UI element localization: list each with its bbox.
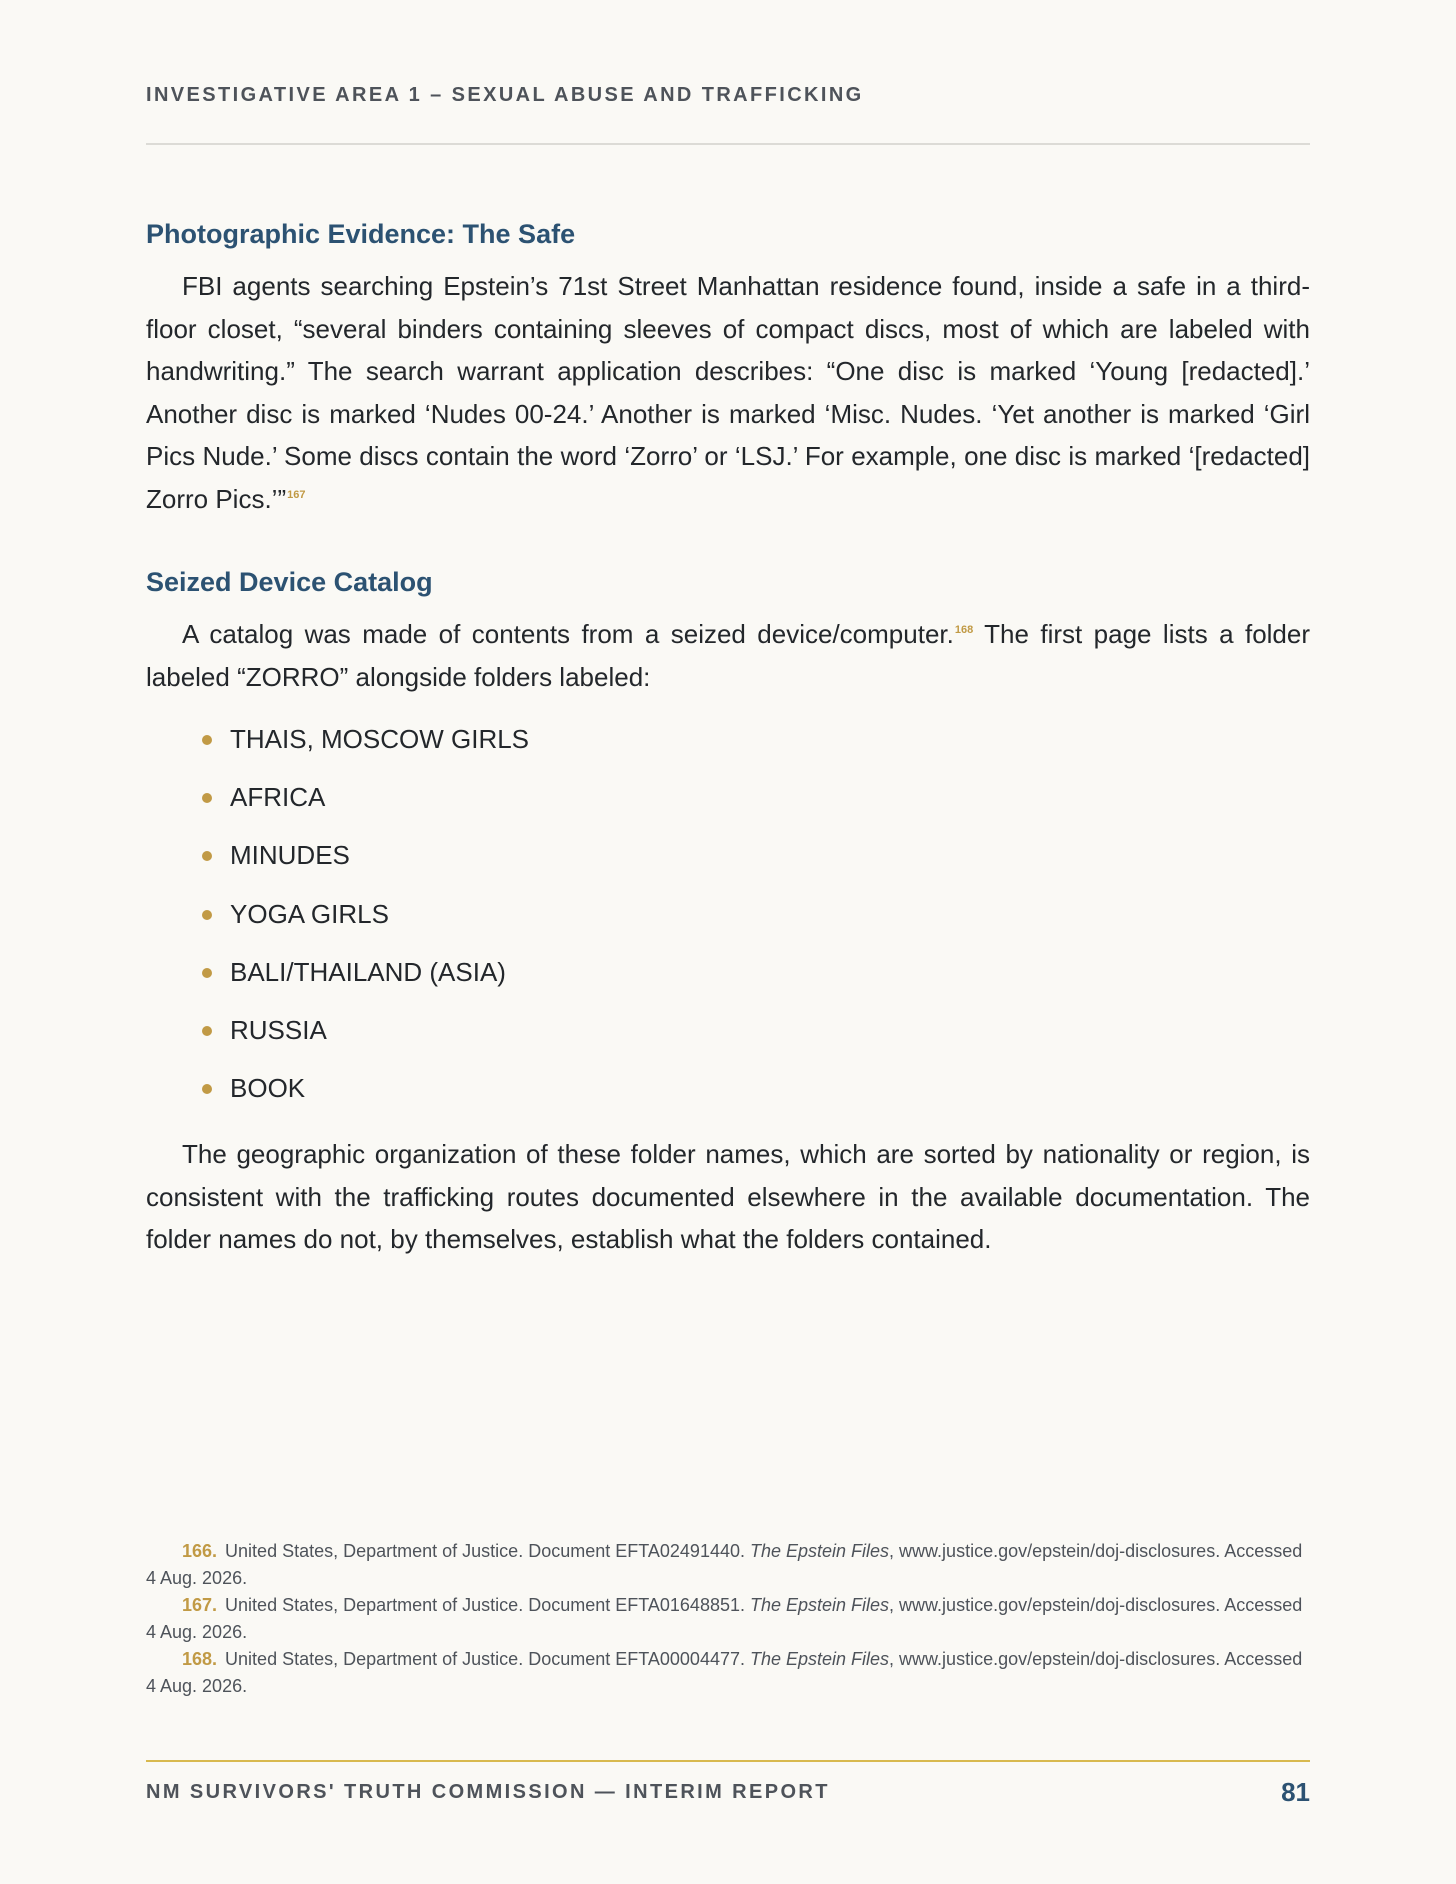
- footnote-source-title: The Epstein Files: [749, 1649, 890, 1669]
- header-divider: [146, 143, 1310, 145]
- folder-name: AFRICA: [230, 782, 326, 813]
- paragraph-safe-text: FBI agents searching Epstein’s 71st Street Manhattan residence found, inside a safe in a third-floor closet, “several binders containing sleeves of compact discs, most of which are labeled with handwriting.” The search warrant application describes: “One disc is marked ‘Young [redacted].’ Another disc is marked ‘Nudes 00-24.’ Another is marked ‘Misc. Nudes. ‘Yet another is marked ‘Girl Pics Nude.’ Some discs contain the word ‘Zorro’ or ‘LSJ.’ For example, one disc is marked ‘[redacted] Zorro Pics.’”: [146, 271, 1310, 514]
- footer-divider: [146, 1760, 1310, 1762]
- footnotes: [146, 1538, 1310, 1700]
- section-device-catalog: [146, 563, 1310, 1261]
- folder-name: BOOK: [230, 1073, 306, 1104]
- section-heading-safe: Photographic Evidence: The Safe: [146, 219, 576, 249]
- list-item: [202, 778, 1310, 836]
- folder-name: YOGA GIRLS: [230, 898, 389, 929]
- bullet-icon: [202, 851, 212, 861]
- paragraph-catalog-text-1: A catalog was made of contents from a seized device/computer.: [182, 619, 954, 649]
- footnote-ref-168[interactable]: 168: [954, 624, 974, 637]
- paragraph-catalog-text-2: The first page lists a folder labeled “ZORRO” alongside folders labeled:: [146, 619, 1311, 692]
- page-number: 81: [1281, 1777, 1310, 1807]
- document-page: [146, 0, 1310, 1884]
- paragraph-catalog-closing: The geographic organization of these folder names, which are sorted by nationality or region, is consistent with the trafficking routes documented elsewhere in the available documentation. The folder names do not, by themselves, establish what the folders contained.: [146, 1139, 1310, 1255]
- bullet-icon: [202, 793, 212, 803]
- folder-name: THAIS, MOSCOW GIRLS: [230, 724, 530, 754]
- folder-name: MINUDES: [230, 840, 350, 871]
- list-item: [202, 1069, 1310, 1127]
- footnote-url[interactable]: , www.justice.gov/epstein/doj-disclosures. Accessed 4 Aug. 2026.: [146, 1595, 1303, 1642]
- bullet-icon: [202, 968, 212, 978]
- folder-name: BALI/THAILAND (ASIA): [230, 956, 506, 987]
- footer-publication-title: NM SURVIVORS' TRUTH COMMISSION — INTERIM REPORT: [146, 1781, 830, 1803]
- section-safe: [146, 215, 1310, 520]
- list-item: [202, 720, 1310, 778]
- footnote-number: 167.: [182, 1595, 218, 1615]
- footnote-source-title: The Epstein Files: [749, 1541, 890, 1561]
- footnote-number: 166.: [182, 1541, 218, 1561]
- footnote-source-title: The Epstein Files: [749, 1595, 890, 1615]
- paragraph-safe: [146, 265, 1310, 520]
- bullet-icon: [202, 1084, 212, 1094]
- list-item: [202, 836, 1310, 894]
- bullet-icon: [202, 910, 212, 920]
- footnote-text: United States, Department of Justice. Document EFTA01648851.: [225, 1595, 750, 1615]
- footnote-ref-167[interactable]: 167: [287, 488, 306, 501]
- list-item: [202, 1011, 1310, 1069]
- footnote-168: [146, 1646, 1310, 1700]
- bullet-icon: [202, 735, 212, 745]
- footnote-167: [146, 1592, 1310, 1646]
- section-heading-catalog: Seized Device Catalog: [146, 567, 433, 597]
- list-item: [202, 895, 1310, 953]
- footnote-url[interactable]: , www.justice.gov/epstein/doj-disclosures. Accessed 4 Aug. 2026.: [146, 1649, 1303, 1696]
- folder-name: RUSSIA: [230, 1014, 327, 1045]
- footnote-number: 168.: [182, 1649, 218, 1669]
- folder-list: [202, 720, 1310, 1127]
- footnote-url[interactable]: , www.justice.gov/epstein/doj-disclosures. Accessed 4 Aug. 2026.: [146, 1541, 1303, 1588]
- bullet-icon: [202, 1026, 212, 1036]
- footnote-text: United States, Department of Justice. Document EFTA02491440.: [225, 1541, 750, 1561]
- footnote-text: United States, Department of Justice. Document EFTA00004477.: [225, 1649, 750, 1669]
- footnote-166: [146, 1538, 1310, 1592]
- running-header: INVESTIGATIVE AREA 1 – SEXUAL ABUSE AND TRAFFICKING: [146, 84, 864, 106]
- list-item: [202, 953, 1310, 1011]
- paragraph-catalog-intro: [146, 613, 1310, 698]
